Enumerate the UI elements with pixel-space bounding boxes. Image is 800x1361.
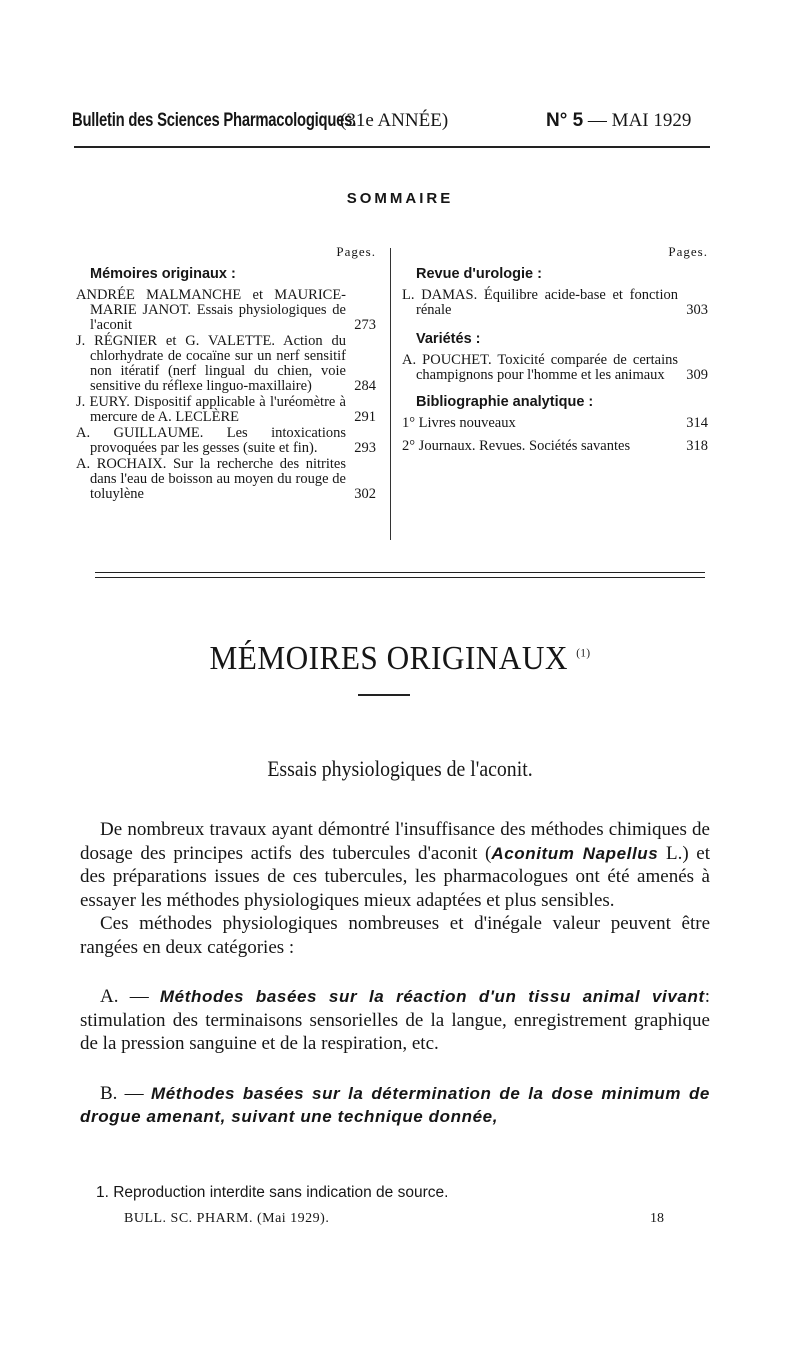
toc-entry-text: J. EURY. Dispositif applicable à l'uréomètre à mercure de A. LECLÈRE: [76, 394, 346, 425]
pages-label: Pages.: [336, 244, 376, 259]
paragraph-heading: Méthodes basées sur la réaction d'un tissu animal vivant: [159, 987, 705, 1006]
section-title-text: MÉMOIRES ORIGINAUX: [209, 640, 568, 677]
sommaire-right-column: [402, 244, 708, 455]
toc-entry-page: 302: [354, 486, 376, 502]
paragraph: [80, 818, 710, 912]
paragraph-label: A. —: [100, 986, 160, 1007]
toc-entry-text: J. RÉGNIER et G. VALETTE. Action du chlorhydrate de cocaïne sur un nerf sensitif non itératif (nerf lingual du chien, voie sensitive du réflexe linguo-maxillaire): [76, 333, 346, 394]
toc-entry-page: 314: [686, 415, 708, 431]
sommaire-title: SOMMAIRE: [346, 190, 454, 207]
toc-entry[interactable]: [402, 416, 708, 431]
toc-entry-text: A. POUCHET. Toxicité comparée de certains champignons pour l'homme et les animaux: [402, 352, 678, 383]
paragraph-label: B. —: [100, 1082, 151, 1104]
toc-entry-page: 273: [354, 317, 376, 333]
article-title: Essais physiologiques de l'aconit.: [267, 756, 533, 781]
footnote: 1. Reproduction interdite sans indication de source.: [96, 1184, 449, 1201]
issue-no: N° 5: [546, 110, 584, 131]
toc-entry-page: 303: [686, 302, 708, 318]
toc-entry-page: 291: [354, 409, 376, 425]
section-rule: [95, 577, 705, 578]
footer-citation: BULL. SC. PHARM. (Mai 1929).: [124, 1211, 330, 1226]
paragraph-text: De nombreux travaux ayant démontré l'insuffisance des méthodes chimiques de dosage des principes actifs des tubercules d'aconit (: [80, 819, 710, 864]
page-number: 18: [650, 1211, 664, 1226]
toc-entry-page: 318: [686, 438, 708, 454]
journal-title: Bulletin des Sciences Pharmacologiques.: [72, 110, 357, 131]
title-rule: [358, 694, 410, 696]
toc-entry[interactable]: [76, 426, 376, 456]
toc-entry-page: 284: [354, 378, 376, 394]
species-name: Aconitum Napellus: [491, 843, 659, 863]
sommaire-left-column: [76, 244, 376, 503]
toc-entry-page: 293: [354, 440, 376, 456]
toc-entry-text: 1° Livres nouveaux: [402, 415, 516, 431]
toc-entry-text: 2° Journaux. Revues. Sociétés savantes: [402, 438, 631, 454]
section-rule: [95, 572, 705, 573]
paragraph: [80, 1082, 710, 1129]
pages-label: Pages.: [668, 244, 708, 259]
section-title: [32, 640, 768, 678]
section-varietes: Variétés :: [416, 331, 481, 347]
section-urologie: Revue d'urologie :: [416, 266, 542, 282]
toc-entry[interactable]: [76, 288, 376, 333]
paragraph: Ces méthodes physiologiques nombreuses et d'inégale valeur peuvent être rangées en deux catégories :: [80, 913, 710, 958]
issue-date: — MAI 1929: [587, 110, 692, 131]
paragraph-text: L.) et des préparations issues de ces tubercules, les pharmacologues ont été amenés à essayer les méthodes physiologiques mieux adaptées et plus sensibles.: [80, 842, 710, 911]
column-divider: [390, 248, 391, 540]
toc-entry-text: L. DAMAS. Équilibre acide-base et fonction rénale: [402, 287, 678, 318]
paragraph-heading: Méthodes basées sur la détermination de la dose minimum de drogue amenant, suivant une technique donnée,: [80, 1083, 710, 1126]
section-memoires: Mémoires originaux :: [90, 266, 236, 282]
toc-entry[interactable]: [402, 288, 708, 318]
issue-number: [546, 110, 691, 132]
paragraph: [80, 985, 710, 1056]
article-body: [80, 818, 710, 1129]
toc-entry-text: A. GUILLAUME. Les intoxications provoquées par les gesses (suite et fin).: [76, 425, 346, 456]
journal-year: (31e ANNÉE): [340, 110, 449, 131]
header-rule: [74, 146, 710, 148]
section-bibliographie: Bibliographie analytique :: [416, 394, 594, 410]
toc-entry-text: ANDRÉE MALMANCHE et MAURICE-MARIE JANOT. Essais physiologiques de l'aconit: [76, 287, 346, 333]
paragraph-text: : stimulation des terminaisons sensorielles de la langue, enregistrement graphique de la pression sanguine et de la respiration, etc.: [80, 986, 710, 1054]
footnote-marker: (1): [576, 645, 591, 660]
toc-entry-text: A. ROCHAIX. Sur la recherche des nitrites dans l'eau de boisson au moyen du rouge de toluylène: [76, 456, 346, 502]
toc-entry[interactable]: [76, 395, 376, 425]
toc-entry[interactable]: [76, 334, 376, 394]
toc-entry-page: 309: [686, 367, 708, 383]
toc-entry[interactable]: [402, 353, 708, 383]
toc-entry[interactable]: [402, 439, 708, 454]
toc-entry[interactable]: [76, 457, 376, 502]
